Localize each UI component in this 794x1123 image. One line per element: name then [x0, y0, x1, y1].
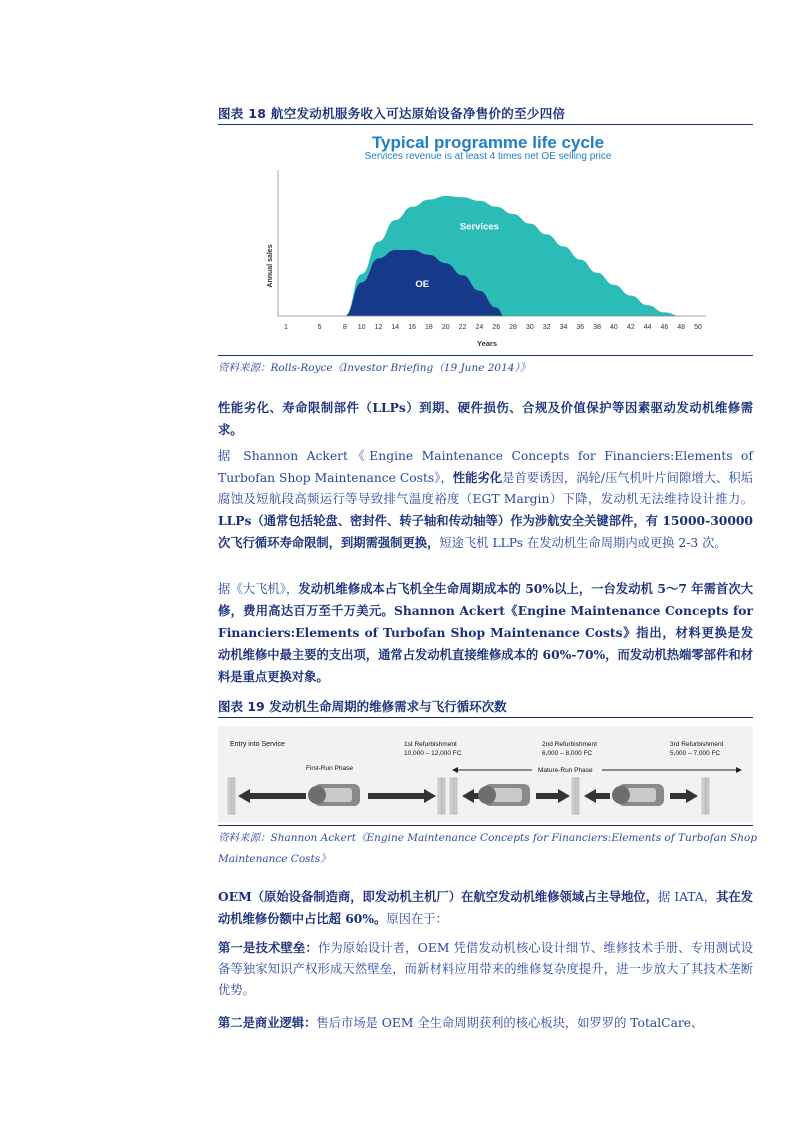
x-tick-label: 22 [458, 324, 467, 331]
series-label-services: Services [459, 221, 499, 233]
engine-icon-2 [478, 784, 530, 806]
first-run-label: First-Run Phase [306, 765, 353, 772]
phase-bar-4 [572, 778, 579, 814]
x-tick-label: 24 [475, 324, 484, 331]
tick-layer [284, 324, 702, 331]
x-tick-label: 34 [559, 324, 568, 331]
figure-19-source-line-2: Maintenance Costs》 [218, 853, 331, 865]
engine-icon-1 [308, 784, 360, 806]
figure-19-source-line-1: 资料来源：Shannon Ackert《Engine Maintenance Concepts for Financiers:Elements of Turbofan Shop [218, 832, 758, 844]
source-rule-2 [218, 825, 753, 826]
refurb-3-title: 3rd Refurbishment [670, 741, 724, 748]
paragraph-2-tail: 短途飞机 LLPs 在发动机生命周期内或更换 2-3 次。 [439, 536, 727, 550]
paragraph-4-tail: 原因在于： [386, 912, 448, 926]
x-tick-label: 5 [317, 324, 322, 331]
x-tick-label: 32 [542, 324, 551, 331]
paragraph-1-text: 性能劣化、寿命限制部件（LLPs）到期、硬件损伤、合规及价值保护等因素驱动发动机维修需求。 [218, 400, 753, 437]
paragraph-4-bold-1: OEM（原始设备制造商，即发动机主机厂）在航空发动机维修领域占主导地位， [218, 889, 659, 904]
paragraph-4 [218, 886, 753, 930]
x-tick-label: 1 [284, 324, 288, 331]
paragraph-5-heading: 第一是技术壁垒： [218, 940, 318, 955]
x-tick-label: 50 [694, 324, 702, 331]
phase-bar-5 [702, 778, 709, 814]
x-tick-label: 8 [342, 324, 347, 331]
maintenance-diagram [218, 726, 753, 822]
figure-18-source: 资料来源：Rolls-Royce《Investor Briefing（19 June 2014）》 [218, 362, 531, 374]
y-axis-label: Annual sales [267, 244, 274, 288]
paragraph-5 [218, 937, 753, 1001]
phase-bar-2 [438, 778, 445, 814]
x-tick-label: 44 [643, 324, 652, 331]
paragraph-2-source: 据 Shannon Ackert《Engine Maintenance Concepts for Financiers:Elements of Turbofan Shop Maintenance Costs》， [218, 449, 753, 485]
phase-bar-1 [228, 778, 235, 814]
x-tick-label: 18 [425, 324, 433, 331]
x-tick-label: 38 [593, 324, 602, 331]
engine-icon-3 [612, 784, 664, 806]
refurb-1-fc: 10,000 – 12,000 FC [404, 750, 462, 757]
refurb-2-title: 2nd Refurbishment [542, 741, 597, 748]
source-rule [218, 355, 753, 356]
mature-run-label: Mature-Run Phase [538, 767, 593, 774]
x-tick-label: 12 [374, 324, 383, 331]
x-tick-label: 26 [492, 324, 501, 331]
refurb-3-fc: 5,000 – 7,000 FC [670, 750, 721, 757]
chart-subtitle: Services revenue is at least 4 times net OE selling price [364, 151, 612, 162]
lifecycle-chart [258, 130, 718, 352]
x-tick-label: 48 [677, 324, 686, 331]
paragraph-3 [218, 578, 753, 688]
series-label-oe: OE [415, 279, 430, 291]
paragraph-6 [218, 1012, 753, 1034]
x-tick-label: 10 [357, 324, 366, 331]
refurb-2-fc: 6,000 – 8,000 FC [542, 750, 593, 757]
x-axis-label: Years [476, 339, 498, 348]
x-tick-label: 14 [391, 324, 400, 331]
phase-bar-3 [450, 778, 457, 814]
paragraph-6-body: 售后市场是 OEM 全生命周期获利的核心板块，如罗罗的 TotalCare、 [316, 1016, 704, 1030]
x-tick-label: 40 [610, 324, 618, 331]
entry-label: Entry into Service [230, 741, 285, 748]
x-tick-label: 42 [626, 324, 635, 331]
x-tick-label: 30 [525, 324, 534, 331]
paragraph-4-bold-2: 其在发动机维修份额中占比超 60%。 [218, 889, 753, 926]
paragraph-4-source: 据 IATA， [658, 890, 717, 904]
x-tick-label: 20 [441, 324, 450, 331]
x-tick-label: 28 [509, 324, 517, 331]
figure-18-caption: 图表 18 航空发动机服务收入可达原始设备净售价的至少四倍 [218, 106, 566, 121]
paragraph-6-heading: 第二是商业逻辑： [218, 1015, 317, 1030]
x-tick-label: 46 [660, 324, 669, 331]
refurb-1-title: 1st Refurbishment [404, 741, 457, 748]
caption-rule [218, 124, 753, 125]
paragraph-1 [218, 397, 753, 441]
paragraph-3-bold: 发动机维修成本占飞机全生命周期成本的 50%以上，一台发动机 5～7 年需首次大修，费用高达百万至千万美元。Shannon Ackert《Engine Maintenance Concepts for Financiers:Elements of Turbofan Shop Maintenance Costs》指出，材料更换是发动机维修中最主要的支出项，通常占发动机直接维修成本的 60%-70%，而发动机热端零部件和材料是重点更换对象。 [218, 581, 753, 684]
x-tick-label: 36 [576, 324, 585, 331]
chart-title: Typical programme life cycle [371, 133, 605, 152]
x-tick-label: 16 [408, 324, 417, 331]
paragraph-2-bold-2: LLPs（通常包括轮盘、密封件、转子轴和传动轴等）作为涉航安全关键部件，有 15000-30000 次飞行循环寿命限制，到期需强制更换， [218, 513, 753, 550]
paragraph-2 [218, 446, 753, 554]
paragraph-2-bold-1: 性能劣化 [452, 470, 503, 485]
paragraph-3-source: 据《大飞机》， [218, 582, 299, 596]
figure-19-caption: 图表 19 发动机生命周期的维修需求与飞行循环次数 [218, 699, 507, 714]
series-layer [345, 196, 681, 316]
paragraph-2-body: 是首要诱因，涡轮/压气机叶片间隙增大、积垢腐蚀及短航段高频运行等导致排气温度裕度（EGT Margin）下降，发动机无法维持设计推力。 [218, 471, 753, 506]
paragraph-5-body: 作为原始设计者，OEM 凭借发动机核心设计细节、维修技术手册、专用测试设备等独家知识产权形成天然壁垒，而新材料应用带来的维修复杂度提升，进一步放大了其技术垄断优势。 [218, 941, 753, 997]
caption-rule-2 [218, 717, 753, 718]
